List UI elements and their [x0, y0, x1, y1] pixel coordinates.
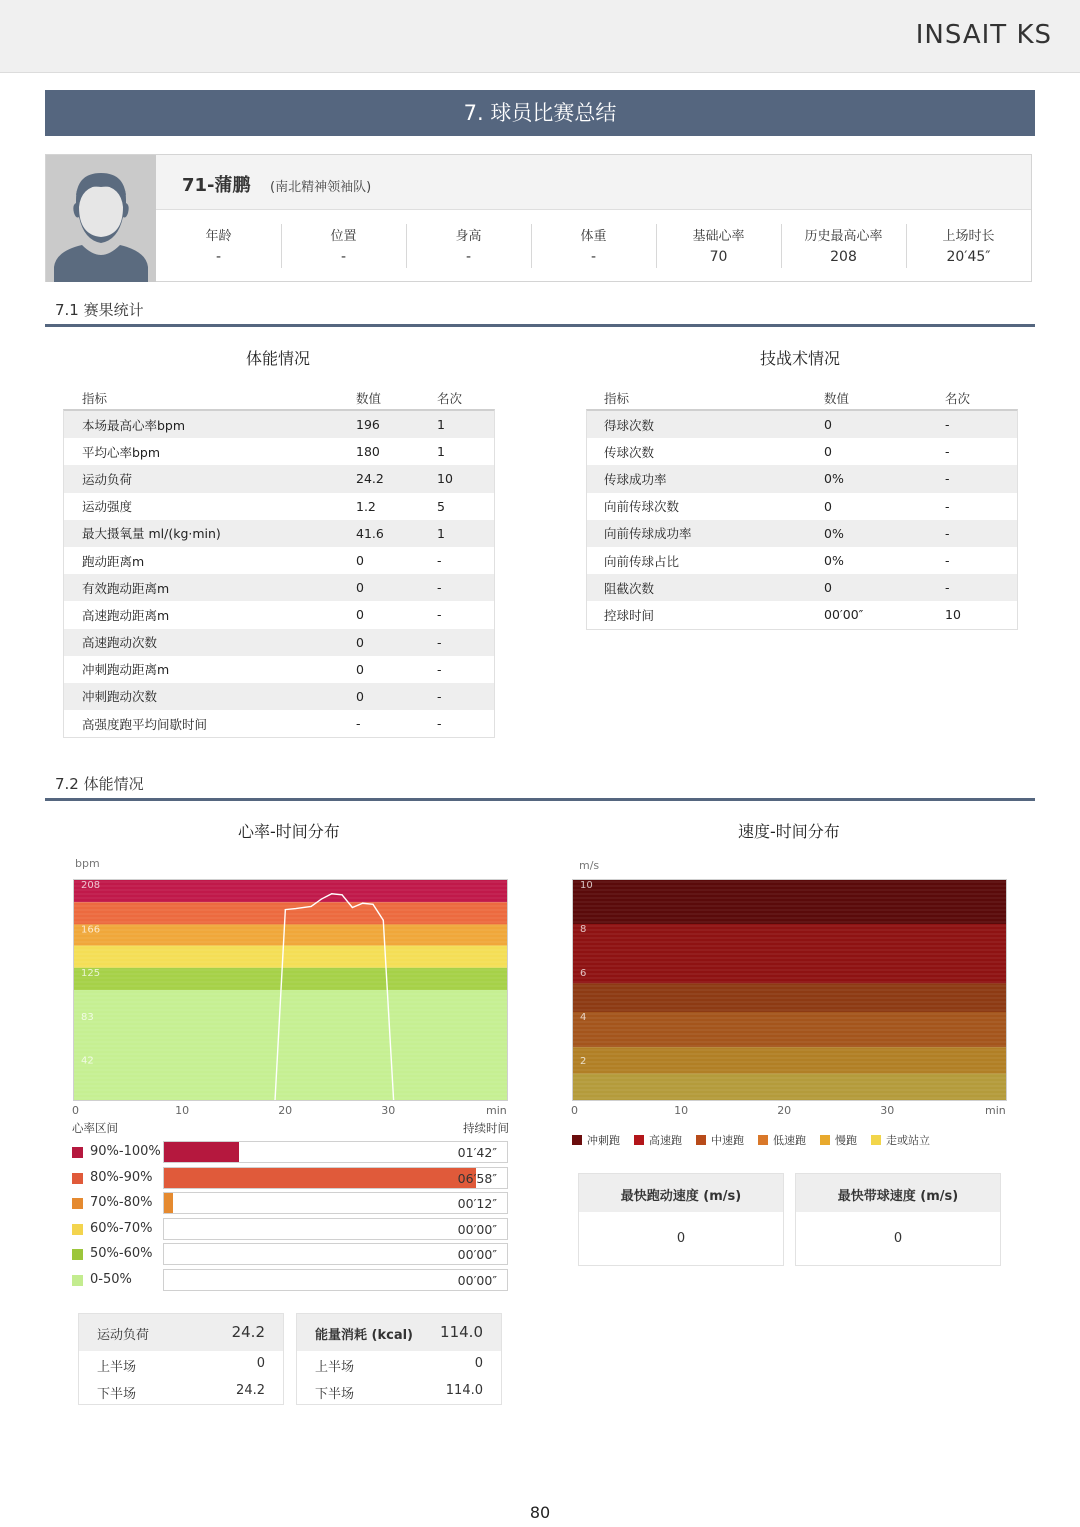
hr-zone-row	[72, 1167, 508, 1189]
rank-cell: 1	[437, 525, 445, 541]
sp-x-tick-label: 10	[674, 1104, 689, 1117]
value-cell: 41.6	[356, 525, 384, 541]
energy-first-value: 0	[474, 1356, 483, 1371]
hr-zone-name: 90%-100%	[90, 1144, 161, 1159]
player-header	[156, 155, 1031, 210]
speed-legend-swatch	[572, 1135, 582, 1145]
hr-data-point	[372, 904, 373, 905]
table-row	[587, 438, 1017, 465]
hr-zone-row	[72, 1141, 508, 1163]
subsection-divider	[45, 324, 1035, 327]
sp-x-tick-label: min	[985, 1104, 1006, 1117]
metric-cell: 阻截次数	[604, 580, 655, 596]
metric-cell: 有效跑动距离m	[82, 580, 170, 596]
value-cell: 24.2	[356, 471, 384, 487]
value-cell: 0	[356, 634, 364, 650]
fastest-dribble-label: 最快带球速度 (m/s)	[837, 1189, 959, 1204]
hr-zone-time: 00′00″	[457, 1272, 497, 1288]
speed-legend-swatch	[820, 1135, 830, 1145]
rank-cell: -	[945, 525, 950, 541]
metric-cell: 运动强度	[82, 499, 133, 515]
hr-zone-band	[74, 880, 507, 902]
sp-y-tick-label: 6	[580, 968, 587, 979]
hr-zone-bar-track	[163, 1141, 508, 1163]
metric-cell: 平均心率bpm	[82, 444, 161, 460]
rank-cell: -	[437, 553, 442, 569]
hr-data-point	[383, 920, 384, 921]
table-row	[64, 656, 494, 683]
energy-label: 能量消耗 (kcal)	[315, 1328, 413, 1343]
hr-zone-swatch	[72, 1198, 83, 1209]
rank-cell: -	[437, 716, 442, 732]
table-row	[64, 465, 494, 492]
value-cell: 00′00″	[824, 607, 864, 623]
hr-zone-name: 0-50%	[90, 1271, 132, 1287]
section-title: 7. 球员比赛总结	[45, 90, 1035, 136]
value-cell: 196	[356, 417, 380, 433]
page-number: 80	[529, 1503, 551, 1522]
rank-cell: -	[945, 553, 950, 569]
speed-legend-label: 走或站立	[886, 1134, 930, 1147]
table-row	[64, 574, 494, 601]
value-cell: 0	[356, 553, 364, 569]
value-cell: 0	[824, 498, 832, 514]
table-row	[64, 710, 494, 737]
player-stats	[156, 210, 1031, 281]
hr-chart-title: 心率-时间分布	[238, 822, 340, 841]
load-first-value: 0	[256, 1356, 265, 1371]
speed-legend-label: 高速跑	[649, 1134, 682, 1147]
rank-cell: -	[437, 580, 442, 596]
stat-position: 位置 -	[281, 210, 406, 281]
hr-x-tick-label: 0	[72, 1104, 79, 1117]
value-cell: 180	[356, 444, 380, 460]
table-row	[64, 683, 494, 710]
sp-x-tick-label: 30	[880, 1104, 895, 1117]
value-cell: 0	[824, 417, 832, 433]
speed-legend	[572, 1132, 944, 1148]
speed-legend-swatch	[634, 1135, 644, 1145]
metric-cell: 得球次数	[604, 417, 655, 433]
hr-zone-bar-track	[163, 1269, 508, 1291]
metric-cell: 向前传球占比	[604, 553, 680, 569]
hr-zone-row	[72, 1243, 508, 1265]
physical-table	[63, 409, 495, 738]
hr-zone-swatch	[72, 1147, 83, 1158]
hr-zone-name: 80%-90%	[90, 1169, 153, 1185]
hr-zone-swatch	[72, 1173, 83, 1184]
hr-zone-time: 01′42″	[457, 1145, 497, 1160]
value-cell: 0	[356, 607, 364, 623]
hr-x-tick-label: 30	[381, 1104, 396, 1117]
hr-zone-bar-track	[163, 1218, 508, 1240]
hr-data-point	[285, 909, 286, 910]
player-card	[45, 154, 1032, 282]
value-cell: 0	[356, 688, 364, 704]
speed-legend-swatch	[696, 1135, 706, 1145]
hr-y-tick-label: 208	[81, 880, 101, 891]
metric-cell: 本场最高心率bpm	[82, 417, 186, 433]
hr-data-point	[331, 893, 332, 894]
subsection-divider	[45, 798, 1035, 801]
stat-weight: 体重 -	[531, 210, 656, 281]
rank-cell: 5	[437, 498, 445, 514]
rank-cell: -	[945, 471, 950, 487]
table-row	[64, 601, 494, 628]
table-row	[64, 493, 494, 520]
energy-total: 114.0	[440, 1323, 483, 1341]
energy-box	[296, 1313, 502, 1405]
top-bar	[0, 0, 1080, 73]
hr-zone-bar-track	[163, 1167, 508, 1189]
metric-cell: 控球时间	[604, 607, 655, 623]
hr-data-point	[341, 894, 342, 895]
value-cell: 0%	[824, 553, 844, 569]
table-row	[587, 547, 1017, 574]
fastest-dribble-value: 0	[893, 1231, 903, 1246]
physical-table-title: 体能情况	[246, 349, 311, 368]
metric-cell: 最大摄氧量 ml/(kg·min)	[82, 526, 221, 542]
hr-zone-time: 06′58″	[457, 1170, 497, 1186]
speed-legend-item	[634, 1132, 682, 1148]
hr-zone-row	[72, 1269, 508, 1291]
sp-x-tick-label: 20	[777, 1104, 792, 1117]
metric-cell: 向前传球成功率	[604, 526, 692, 542]
hr-zone-time: 00′12″	[457, 1196, 497, 1211]
stat-height: 身高 -	[406, 210, 531, 281]
tactical-header-value: 数值	[824, 391, 850, 406]
speed-unit: m/s	[579, 859, 600, 872]
subsection-title-72: 7.2 体能情况	[55, 775, 144, 793]
value-cell: 0	[824, 444, 832, 460]
stat-age: 年龄 -	[205, 229, 232, 265]
value-cell: 0	[356, 661, 364, 677]
hr-data-point	[352, 907, 353, 908]
metric-cell: 高强度跑平均间歇时间	[82, 716, 208, 732]
hr-y-tick-label: 166	[81, 924, 101, 936]
value-cell: 1.2	[356, 498, 376, 514]
sp-y-tick-label: 4	[580, 1012, 587, 1023]
table-row	[587, 520, 1017, 547]
metric-cell: 跑动距离m	[82, 553, 145, 569]
player-team: (南北精神领袖队)	[270, 180, 372, 195]
rank-cell: -	[437, 688, 442, 704]
hr-chart	[73, 879, 508, 1101]
physical-header-value: 数值	[356, 391, 382, 406]
hr-data-point	[321, 898, 322, 899]
sp-y-tick-label: 8	[580, 924, 587, 935]
table-row	[587, 411, 1017, 438]
rank-cell: -	[945, 580, 950, 596]
speed-legend-item	[758, 1132, 806, 1148]
hr-y-tick-label: 42	[81, 1055, 94, 1067]
fastest-run-value: 0	[676, 1231, 686, 1246]
hr-zone-row	[72, 1218, 508, 1240]
load-second-label: 下半场	[97, 1387, 137, 1402]
speed-legend-swatch	[871, 1135, 881, 1145]
table-row	[64, 438, 494, 465]
physical-header-metric: 指标	[82, 391, 108, 406]
sp-y-tick-label: 2	[580, 1056, 587, 1067]
table-row	[587, 465, 1017, 492]
hr-zone-band	[74, 946, 507, 968]
value-cell: 0	[824, 580, 832, 596]
speed-legend-label: 中速跑	[711, 1134, 744, 1147]
zones-header-right: 持续时间	[463, 1121, 509, 1135]
rank-cell: -	[437, 607, 442, 623]
value-cell: 0%	[824, 525, 844, 541]
hr-zone-swatch	[72, 1224, 83, 1235]
metric-cell: 传球次数	[604, 444, 655, 460]
hr-zone-bar	[164, 1168, 476, 1188]
hr-x-tick-label: 20	[278, 1104, 293, 1117]
energy-second-label: 下半场	[315, 1387, 355, 1402]
table-row	[64, 547, 494, 574]
table-row	[64, 411, 494, 438]
metric-cell: 向前传球次数	[604, 499, 680, 515]
value-cell: 0%	[824, 471, 844, 487]
hr-data-point	[295, 908, 296, 909]
hr-zone-band	[74, 968, 507, 990]
load-second-value: 24.2	[236, 1383, 265, 1398]
table-row	[587, 574, 1017, 601]
hr-zone-name: 50%-60%	[90, 1246, 153, 1261]
load-total: 24.2	[231, 1323, 265, 1341]
hr-x-tick-label: min	[486, 1104, 507, 1117]
hr-y-tick-label: 83	[81, 1012, 94, 1024]
hr-zone-swatch	[72, 1275, 83, 1286]
table-row	[587, 601, 1017, 628]
tactical-table-title: 技战术情况	[760, 349, 841, 368]
load-box	[78, 1313, 284, 1405]
rank-cell: -	[945, 498, 950, 514]
hr-data-point	[311, 906, 312, 907]
hr-data-point	[362, 903, 363, 904]
fastest-dribble-box	[795, 1173, 1001, 1266]
rank-cell: 1	[437, 417, 445, 433]
rank-cell: -	[437, 661, 442, 677]
metric-cell: 运动负荷	[82, 471, 133, 487]
hr-zone-bar-track	[163, 1243, 508, 1265]
speed-legend-item	[820, 1132, 857, 1148]
metric-cell: 冲刺跑动次数	[82, 689, 158, 705]
rank-cell: -	[437, 634, 442, 650]
zones-header-left: 心率区间	[72, 1121, 118, 1135]
player-name: 71-蒲鹏	[182, 175, 251, 196]
physical-header-rank: 名次	[437, 391, 463, 406]
table-row	[64, 520, 494, 547]
subsection-title-71: 7.1 赛果统计	[55, 301, 144, 319]
speed-legend-swatch	[758, 1135, 768, 1145]
rank-cell: -	[945, 444, 950, 460]
rank-cell: -	[945, 417, 950, 433]
tactical-header-metric: 指标	[604, 391, 630, 406]
hr-zone-name: 70%-80%	[90, 1195, 153, 1210]
stat-max-hr: 历史最高心率 208	[781, 210, 906, 281]
speed-legend-item	[572, 1132, 620, 1148]
metric-cell: 传球成功率	[604, 471, 667, 487]
energy-first-label: 上半场	[315, 1360, 355, 1375]
hr-zone-name: 60%-70%	[90, 1220, 153, 1236]
hr-zone-swatch	[72, 1249, 83, 1260]
person-silhouette-icon	[46, 155, 156, 282]
hr-x-tick-label: 10	[175, 1104, 190, 1117]
load-label: 运动负荷	[97, 1328, 150, 1343]
load-first-label: 上半场	[97, 1360, 137, 1375]
speed-legend-item	[696, 1132, 744, 1148]
hr-zone-bar-track	[163, 1192, 508, 1214]
speed-chart-title: 速度-时间分布	[738, 822, 840, 841]
table-row	[587, 493, 1017, 520]
fastest-run-label: 最快跑动速度 (m/s)	[620, 1189, 742, 1204]
metric-cell: 高速跑动距离m	[82, 607, 170, 623]
rank-cell: 1	[437, 444, 445, 460]
tactical-table	[586, 409, 1018, 630]
speed-legend-label: 慢跑	[835, 1134, 857, 1147]
table-row	[64, 629, 494, 656]
hr-y-tick-label: 125	[81, 967, 101, 979]
metric-cell: 高速跑动次数	[82, 635, 158, 651]
value-cell: 0	[356, 580, 364, 596]
sp-x-tick-label: 0	[571, 1104, 578, 1117]
value-cell: -	[356, 716, 361, 732]
hr-unit: bpm	[75, 857, 100, 870]
speed-legend-item	[871, 1132, 930, 1148]
stat-playtime: 上场时长 20′45″	[906, 210, 1031, 281]
sp-y-tick-label: 10	[580, 880, 593, 891]
hr-zone-row	[72, 1192, 508, 1214]
hr-zone-bar	[164, 1142, 239, 1162]
metric-cell: 冲刺跑动距离m	[82, 662, 170, 678]
hr-zone-bar	[164, 1193, 173, 1213]
rank-cell: 10	[945, 607, 961, 623]
energy-second-value: 114.0	[445, 1383, 483, 1398]
stat-base-hr: 基础心率 70	[656, 210, 781, 281]
rank-cell: 10	[437, 471, 453, 487]
brand-logo: INSAIT KS	[915, 20, 1052, 50]
speed-legend-label: 低速跑	[773, 1134, 806, 1147]
speed-chart	[572, 879, 1007, 1101]
tactical-header-rank: 名次	[945, 391, 971, 406]
speed-legend-label: 冲刺跑	[587, 1134, 620, 1147]
fastest-run-box	[578, 1173, 784, 1266]
hr-zone-time: 00′00″	[457, 1247, 497, 1262]
hr-zone-time: 00′00″	[457, 1221, 497, 1237]
